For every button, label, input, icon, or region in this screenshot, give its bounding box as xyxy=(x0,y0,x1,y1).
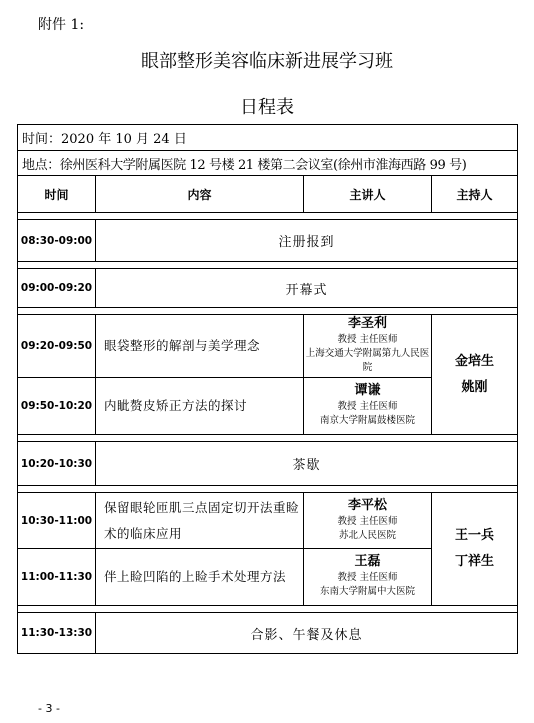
event-location: 地点：徐州医科大学附属医院 12 号楼 21 楼第二会议室(徐州市淮海西路 99 号) xyxy=(18,151,518,176)
break-label: 茶歇 xyxy=(96,442,518,486)
host-name: 姚刚 xyxy=(461,379,488,395)
session-topic: 伴上睑凹陷的上睑手术处理方法 xyxy=(96,549,304,606)
attachment-label: 附件 1: xyxy=(38,17,85,33)
event-date: 时间：2020 年 10 月 24 日 xyxy=(18,125,518,151)
time-cell: 08:30-09:00 xyxy=(18,220,96,262)
document-title: 眼部整形美容临床新进展学习班 xyxy=(141,51,393,72)
speaker-title: 教授 主任医师 xyxy=(337,572,398,583)
speaker-cell xyxy=(304,549,432,606)
host-cell xyxy=(432,315,518,435)
schedule-table xyxy=(17,124,518,654)
speaker-org: 苏北人民医院 xyxy=(338,529,396,541)
lunch-label: 合影、午餐及休息 xyxy=(96,613,518,654)
schedule-row-lunch xyxy=(18,613,518,654)
schedule-row-break xyxy=(18,442,518,486)
host-name: 王一兵 xyxy=(455,528,495,543)
session-topic: 内眦赘皮矫正方法的探讨 xyxy=(96,378,304,435)
registration-label: 注册报到 xyxy=(96,220,518,262)
speaker-name: 王磊 xyxy=(354,554,381,569)
document-subtitle: 日程表 xyxy=(240,97,294,118)
speaker-name: 谭谦 xyxy=(354,383,381,398)
time-cell: 10:30-11:00 xyxy=(18,493,96,549)
schedule-row-opening xyxy=(18,269,518,308)
page-number: - 3 - xyxy=(38,702,60,715)
session-topic: 眼袋整形的解剖与美学理念 xyxy=(96,315,304,378)
info-row-time xyxy=(18,125,518,151)
gap-row xyxy=(18,308,518,315)
schedule-row-session-1 xyxy=(18,315,518,378)
speaker-cell xyxy=(304,315,432,378)
time-cell: 10:20-10:30 xyxy=(18,442,96,486)
gap-row xyxy=(18,435,518,442)
time-cell: 09:00-09:20 xyxy=(18,269,96,308)
header-host: 主持人 xyxy=(432,176,518,213)
time-cell: 11:00-11:30 xyxy=(18,549,96,606)
gap-row xyxy=(18,262,518,269)
speaker-cell xyxy=(304,493,432,549)
host-cell xyxy=(432,493,518,606)
header-time: 时间 xyxy=(18,176,96,213)
host-name: 金培生 xyxy=(455,353,495,369)
speaker-name: 李圣利 xyxy=(347,316,387,331)
schedule-row-session-3 xyxy=(18,493,518,549)
opening-label: 开幕式 xyxy=(96,269,518,308)
gap-row xyxy=(18,213,518,220)
speaker-title: 教授 主任医师 xyxy=(337,334,398,345)
session-topic: 保留眼轮匝肌三点固定切开法重睑术的临床应用 xyxy=(96,493,304,549)
speaker-title: 教授 主任医师 xyxy=(337,515,398,527)
header-row xyxy=(18,176,518,213)
time-cell: 09:20-09:50 xyxy=(18,315,96,378)
speaker-name: 李平松 xyxy=(347,497,387,513)
gap-row xyxy=(18,486,518,493)
gap-row xyxy=(18,606,518,613)
speaker-cell xyxy=(304,378,432,435)
speaker-org: 南京大学附属鼓楼医院 xyxy=(319,415,415,426)
speaker-title: 教授 主任医师 xyxy=(337,401,398,412)
host-name: 丁祥生 xyxy=(455,554,495,569)
info-row-place xyxy=(18,151,518,176)
header-content: 内容 xyxy=(96,176,304,213)
header-speaker: 主讲人 xyxy=(304,176,432,213)
speaker-org: 上海交通大学附属第九人民医院 xyxy=(305,348,430,373)
time-cell: 09:50-10:20 xyxy=(18,378,96,435)
time-cell: 11:30-13:30 xyxy=(18,613,96,654)
schedule-row-registration xyxy=(18,220,518,262)
speaker-org: 东南大学附属中大医院 xyxy=(319,586,415,597)
